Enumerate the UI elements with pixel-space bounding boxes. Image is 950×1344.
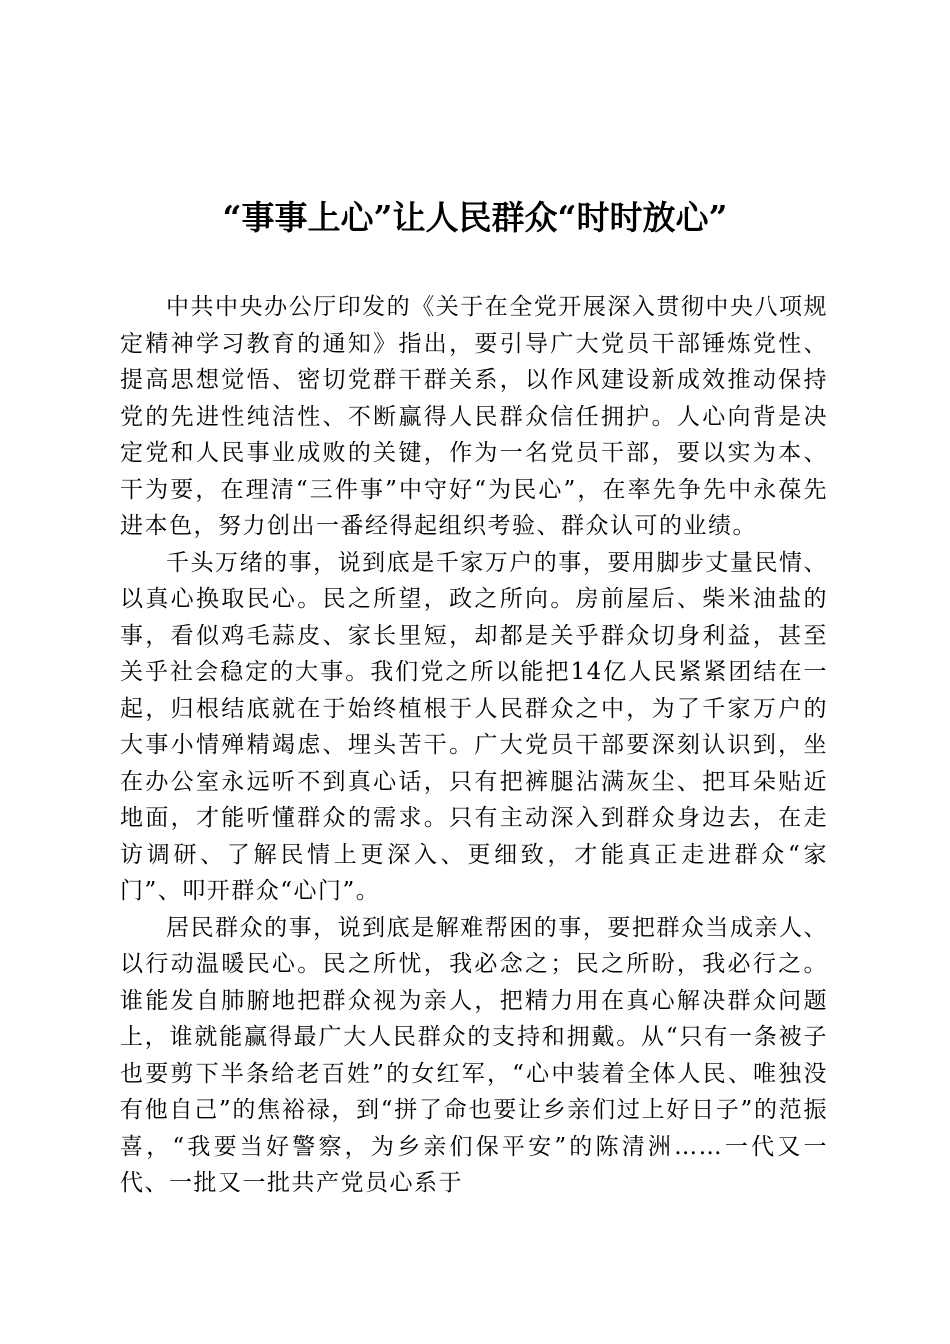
document-body [120, 289, 828, 1202]
paragraph-2: 千头万绪的事，说到底是千家万户的事，要用脚步丈量民情、以真心换取民心。民之所望，政之所向。房前屋后、柴米油盐的事，看似鸡毛蒜皮、家长里短，却都是关乎群众切身利益，甚至关乎社会稳定的大事。我们党之所以能把14亿人民紧紧团结在一起，归根结底就在于始终植根于人民群众之中，为了千家万户的大事小情殚精竭虑、埋头苦干。广大党员干部要深刻认识到，坐在办公室永远听不到真心话，只有把裤腿沾满灰尘、把耳朵贴近地面，才能听懂群众的需求。只有主动深入到群众身边去，在走访调研、了解民情上更深入、更细致，才能真正走进群众“家门”、叩开群众“心门”。 [120, 549, 828, 904]
document-title: “事事上心”让人民群众“时时放心” [222, 198, 728, 237]
paragraph-1: 中共中央办公厅印发的《关于在全党开展深入贯彻中央八项规定精神学习教育的通知》指出，要引导广大党员干部锤炼党性、提高思想觉悟、密切党群干群关系，以作风建设新成效推动保持党的先进性纯洁性、不断赢得人民群众信任拥护。人心向背是决定党和人民事业成败的关键，作为一名党员干部，要以实为本、干为要，在理清“三件事”中守好“为民心”，在率先争先中永葆先进本色，努力创出一番经得起组织考验、群众认可的业绩。 [120, 294, 828, 539]
paragraph-3: 居民群众的事，说到底是解难帮困的事，要把群众当成亲人、以行动温暖民心。民之所忧，我必念之；民之所盼，我必行之。谁能发自肺腑地把群众视为亲人，把精力用在真心解决群众问题上，谁就能赢得最广大人民群众的支持和拥戴。从“只有一条被子也要剪下半条给老百姓”的女红军，“心中装着全体人民、唯独没有他自己”的焦裕禄，到“拼了命也要让乡亲们过上好日子”的范振喜，“我要当好警察，为乡亲们保平安”的陈清洲……一代又一代、一批又一批共产党员心系于 [120, 914, 828, 1196]
